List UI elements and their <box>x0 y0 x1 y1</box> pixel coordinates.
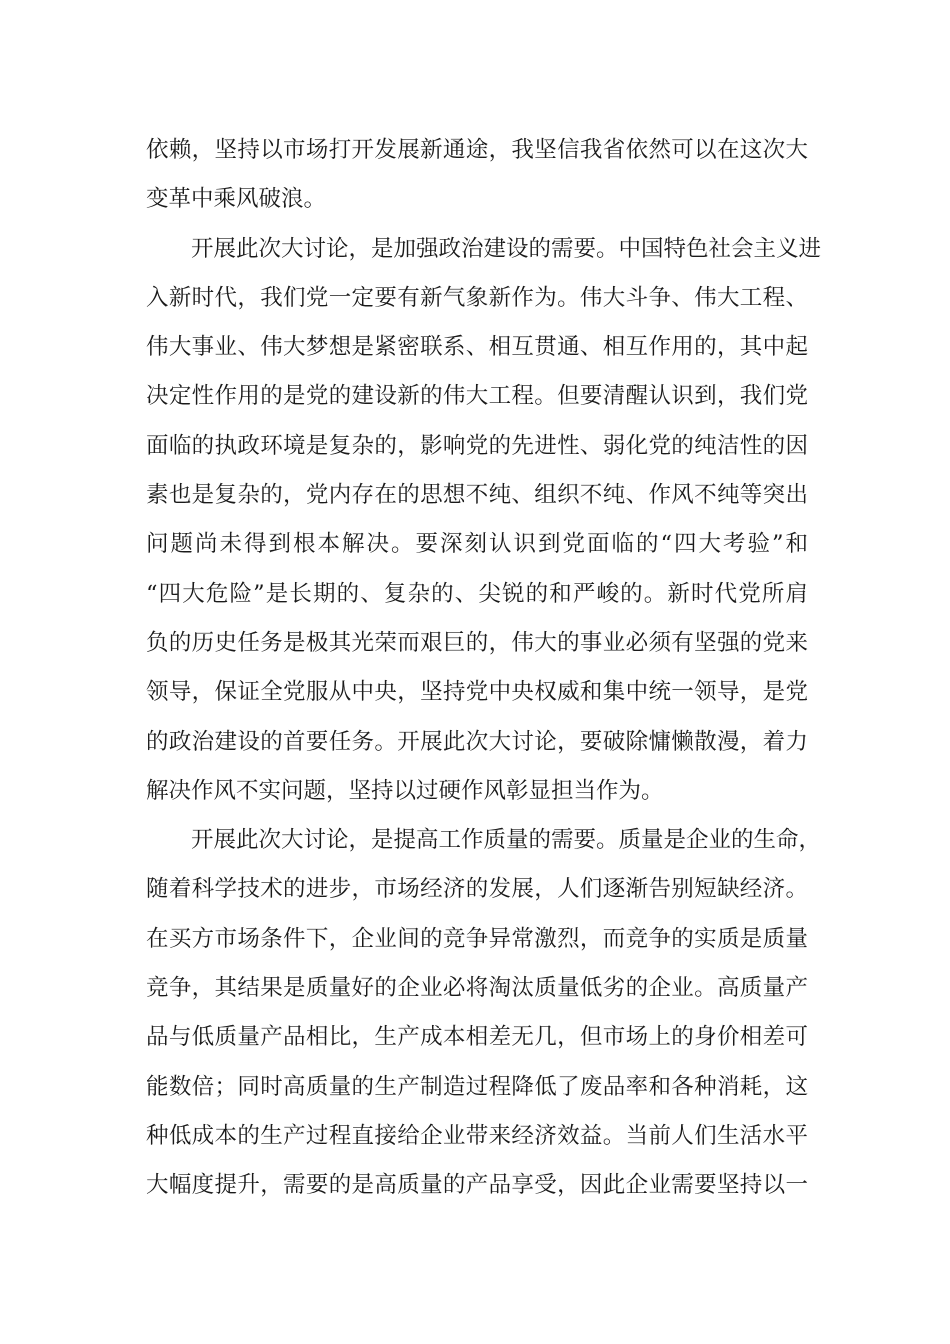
text-line: 随着科学技术的进步，市场经济的发展，人们逐渐告别短缺经济。 <box>146 876 808 903</box>
text-line: 入新时代，我们党一定要有新气象新作为。伟大斗争、伟大工程、 <box>146 284 808 311</box>
text-line: 素也是复杂的，党内存在的思想不纯、组织不纯、作风不纯等突出 <box>146 482 808 509</box>
text-line: 的政治建设的首要任务。开展此次大讨论，要破除慵懒散漫，着力 <box>146 728 808 755</box>
text-line: 品与低质量产品相比，生产成本相差无几，但市场上的身价相差可 <box>146 1024 808 1051</box>
text-line: 解决作风不实问题，坚持以过硬作风彰显担当作为。 <box>146 777 664 804</box>
text-line: 问题尚未得到根本解决。要深刻认识到党面临的“四大考验”和 <box>146 531 808 558</box>
text-line: 大幅度提升，需要的是高质量的产品享受，因此企业需要坚持以一 <box>146 1172 808 1199</box>
text-line: 变革中乘风破浪。 <box>146 186 327 213</box>
text-line: 在买方市场条件下，企业间的竞争异常激烈，而竞争的实质是质量 <box>146 925 808 952</box>
text-line: 开展此次大讨论，是提高工作质量的需要。质量是企业的生命， <box>191 827 822 854</box>
text-line: 竞争，其结果是质量好的企业必将淘汰质量低劣的企业。高质量产 <box>146 975 808 1002</box>
body-text <box>146 126 822 1211</box>
text-line: 伟大事业、伟大梦想是紧密联系、相互贯通、相互作用的，其中起 <box>146 334 808 361</box>
text-line: 面临的执政环境是复杂的，影响党的先进性、弱化党的纯洁性的因 <box>146 432 808 459</box>
text-line: “四大危险”是长期的、复杂的、尖锐的和严峻的。新时代党所肩 <box>146 580 808 607</box>
text-line: 领导，保证全党服从中央，坚持党中央权威和集中统一领导，是党 <box>146 679 808 706</box>
text-line: 决定性作用的是党的建设新的伟大工程。但要清醒认识到，我们党 <box>146 383 808 410</box>
text-line: 种低成本的生产过程直接给企业带来经济效益。当前人们生活水平 <box>146 1122 808 1149</box>
text-line: 负的历史任务是极其光荣而艰巨的，伟大的事业必须有坚强的党来 <box>146 629 808 656</box>
text-line: 能数倍；同时高质量的生产制造过程降低了废品率和各种消耗，这 <box>146 1073 808 1100</box>
text-line: 开展此次大讨论，是加强政治建设的需要。中国特色社会主义进 <box>191 235 822 262</box>
text-line: 依赖，坚持以市场打开发展新通途，我坚信我省依然可以在这次大 <box>146 137 808 163</box>
